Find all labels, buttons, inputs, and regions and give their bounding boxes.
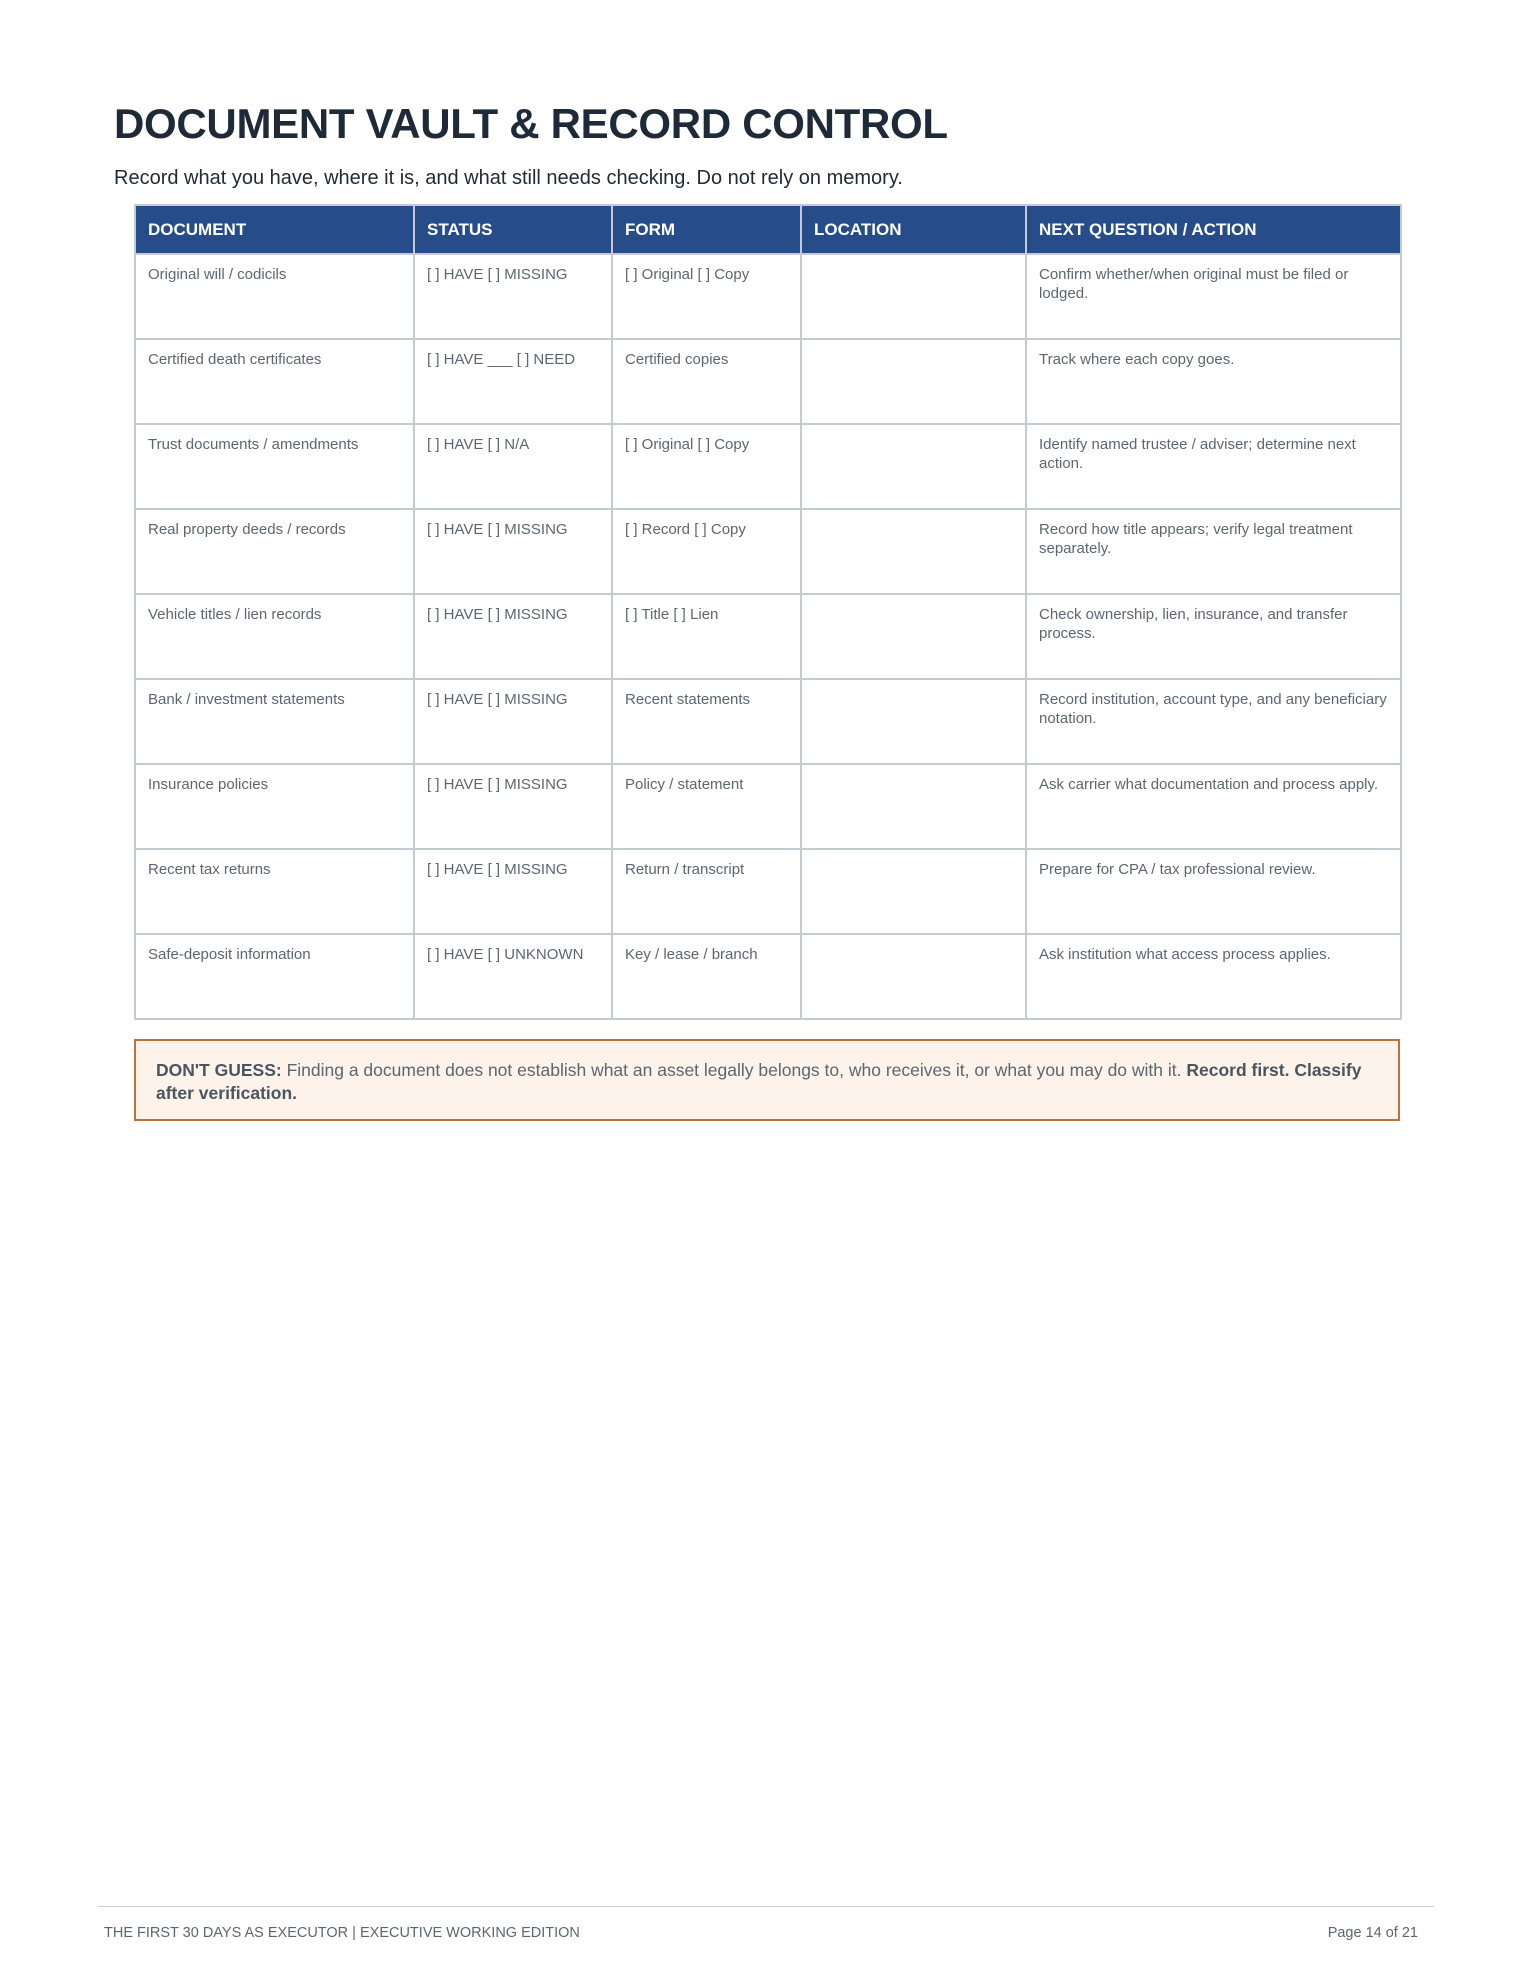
cell-form: [ ] Title [ ] Lien	[612, 594, 801, 679]
cell-status: [ ] HAVE [ ] MISSING	[414, 679, 612, 764]
dont-guess-callout	[134, 1039, 1400, 1121]
column-header-document: DOCUMENT	[135, 205, 414, 254]
cell-status: [ ] HAVE [ ] MISSING	[414, 509, 612, 594]
table-row	[135, 764, 1401, 849]
cell-status: [ ] HAVE [ ] MISSING	[414, 849, 612, 934]
cell-location	[801, 594, 1026, 679]
cell-location	[801, 254, 1026, 339]
cell-next-action: Prepare for CPA / tax professional review.	[1026, 849, 1401, 934]
cell-status: [ ] HAVE [ ] N/A	[414, 424, 612, 509]
column-header-location: LOCATION	[801, 205, 1026, 254]
cell-document: Vehicle titles / lien records	[135, 594, 414, 679]
cell-form: Policy / statement	[612, 764, 801, 849]
cell-document: Bank / investment statements	[135, 679, 414, 764]
cell-status: [ ] HAVE [ ] MISSING	[414, 764, 612, 849]
column-header-next-action: NEXT QUESTION / ACTION	[1026, 205, 1401, 254]
cell-form: [ ] Record [ ] Copy	[612, 509, 801, 594]
table-row	[135, 339, 1401, 424]
column-header-form: FORM	[612, 205, 801, 254]
cell-location	[801, 339, 1026, 424]
cell-status: [ ] HAVE [ ] MISSING	[414, 594, 612, 679]
footer-divider	[98, 1906, 1434, 1907]
cell-next-action: Confirm whether/when original must be filed or lodged.	[1026, 254, 1401, 339]
table-row	[135, 509, 1401, 594]
cell-location	[801, 849, 1026, 934]
cell-form: Recent statements	[612, 679, 801, 764]
cell-status: [ ] HAVE ___ [ ] NEED	[414, 339, 612, 424]
table-row	[135, 594, 1401, 679]
table-row	[135, 424, 1401, 509]
cell-next-action: Track where each copy goes.	[1026, 339, 1401, 424]
cell-next-action: Check ownership, lien, insurance, and transfer process.	[1026, 594, 1401, 679]
cell-next-action: Identify named trustee / adviser; determine next action.	[1026, 424, 1401, 509]
cell-location	[801, 934, 1026, 1019]
cell-form: Certified copies	[612, 339, 801, 424]
page-subtitle: Record what you have, where it is, and what still needs checking. Do not rely on memory.	[114, 167, 903, 189]
cell-document: Safe-deposit information	[135, 934, 414, 1019]
cell-status: [ ] HAVE [ ] UNKNOWN	[414, 934, 612, 1019]
cell-status: [ ] HAVE [ ] MISSING	[414, 254, 612, 339]
callout-lead: DON'T GUESS:	[156, 1060, 282, 1080]
cell-next-action: Ask carrier what documentation and process apply.	[1026, 764, 1401, 849]
cell-form: [ ] Original [ ] Copy	[612, 254, 801, 339]
cell-next-action: Record how title appears; verify legal treatment separately.	[1026, 509, 1401, 594]
footer-page-number: Page 14 of 21	[1327, 1925, 1418, 1941]
cell-document: Trust documents / amendments	[135, 424, 414, 509]
cell-document: Certified death certificates	[135, 339, 414, 424]
footer-document-title: THE FIRST 30 DAYS AS EXECUTOR | EXECUTIVE WORKING EDITION	[104, 1925, 580, 1941]
callout-emphasis: Record first. Classify after verification.	[156, 1060, 1362, 1103]
table-row	[135, 679, 1401, 764]
cell-location	[801, 509, 1026, 594]
cell-location	[801, 764, 1026, 849]
column-header-status: STATUS	[414, 205, 612, 254]
page-title: DOCUMENT VAULT & RECORD CONTROL	[114, 100, 948, 147]
table-row	[135, 254, 1401, 339]
table-row	[135, 849, 1401, 934]
cell-next-action: Ask institution what access process applies.	[1026, 934, 1401, 1019]
cell-document: Real property deeds / records	[135, 509, 414, 594]
cell-form: Return / transcript	[612, 849, 801, 934]
cell-form: Key / lease / branch	[612, 934, 801, 1019]
cell-document: Insurance policies	[135, 764, 414, 849]
cell-location	[801, 679, 1026, 764]
cell-document: Recent tax returns	[135, 849, 414, 934]
cell-location	[801, 424, 1026, 509]
table-header-row	[135, 205, 1401, 254]
callout-body: Finding a document does not establish what an asset legally belongs to, who receives it, or what you may do with it.	[281, 1060, 1187, 1080]
table-row	[135, 934, 1401, 1019]
document-vault-table	[134, 204, 1402, 1020]
cell-form: [ ] Original [ ] Copy	[612, 424, 801, 509]
cell-document: Original will / codicils	[135, 254, 414, 339]
cell-next-action: Record institution, account type, and any beneficiary notation.	[1026, 679, 1401, 764]
